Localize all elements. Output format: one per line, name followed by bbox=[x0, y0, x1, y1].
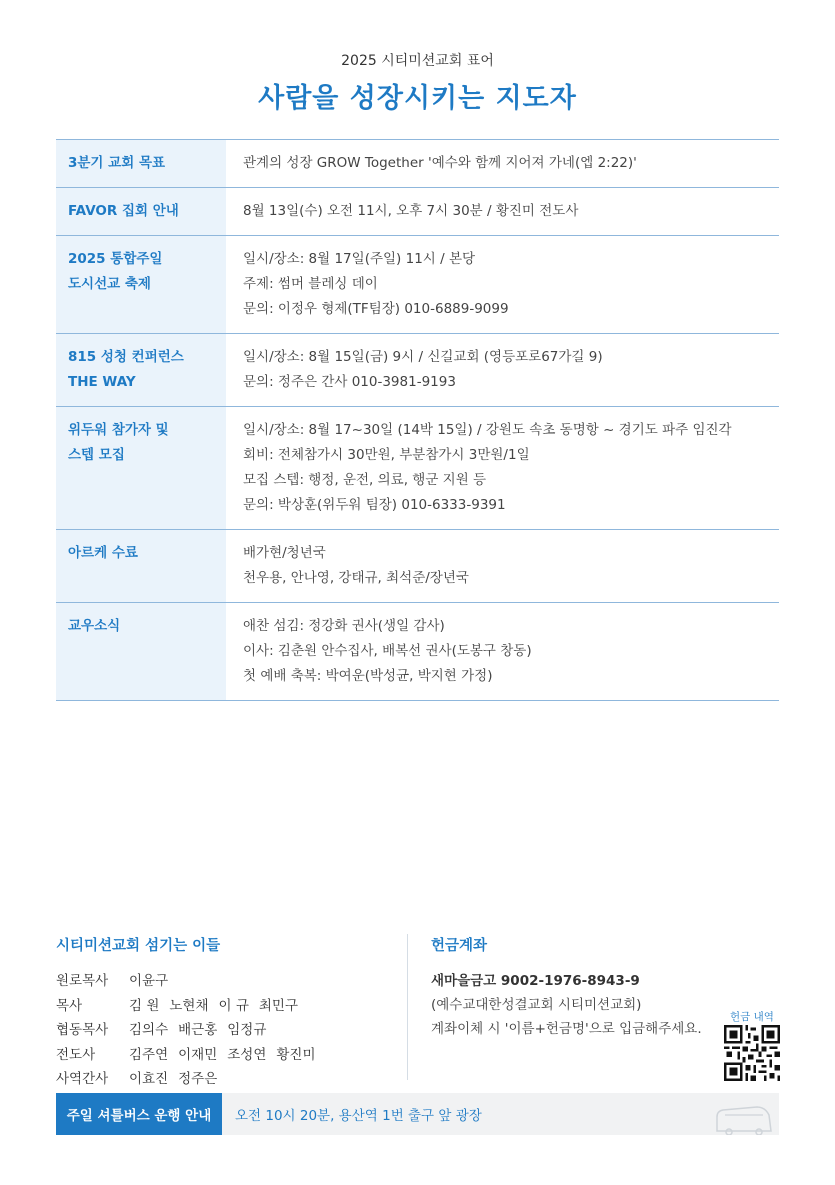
shuttle-bus-info: 오전 10시 20분, 용산역 1번 출구 앞 광장 bbox=[235, 1108, 482, 1124]
notice-body bbox=[226, 140, 779, 187]
staff-section bbox=[56, 934, 406, 1092]
offering-holder: (예수교대한성결교회 시티미션교회) bbox=[431, 997, 642, 1013]
notice-label-line: 3분기 교회 목표 bbox=[68, 155, 166, 171]
staff-row bbox=[56, 1043, 406, 1068]
staff-name: 김의수 bbox=[129, 1022, 169, 1038]
notice-line: 문의: 박상훈(위두워 팀장) 010-6333-9391 bbox=[243, 497, 506, 513]
notice-line: 애찬 섬김: 정강화 권사(생일 감사) bbox=[243, 618, 445, 634]
notice-label bbox=[56, 188, 226, 235]
staff-row bbox=[56, 969, 406, 994]
staff-list bbox=[56, 969, 406, 1092]
staff-role: 사역간사 bbox=[56, 1071, 109, 1087]
notice-line: 천우용, 안나영, 강태규, 최석준/장년국 bbox=[243, 570, 469, 586]
staff-row bbox=[56, 1018, 406, 1043]
notice-label-line: THE WAY bbox=[68, 374, 136, 390]
notice-line: 주제: 썸머 블레싱 데이 bbox=[243, 276, 378, 292]
notice-body bbox=[226, 407, 779, 529]
notice-row bbox=[56, 140, 779, 188]
offering-heading: 헌금계좌 bbox=[431, 938, 488, 954]
staff-role: 목사 bbox=[56, 997, 83, 1014]
staff-names bbox=[129, 994, 308, 1019]
notice-label bbox=[56, 140, 226, 187]
staff-name: 노현채 bbox=[169, 997, 209, 1014]
notice-row bbox=[56, 530, 779, 603]
staff-name: 이효진 bbox=[129, 1071, 169, 1087]
staff-names bbox=[129, 1067, 227, 1092]
qr-label: 헌금 내역 bbox=[730, 1011, 774, 1023]
notice-label-line: FAVOR 집회 안내 bbox=[68, 203, 179, 219]
notice-body bbox=[226, 530, 779, 602]
page-title: 사람을 성장시키는 지도자 bbox=[258, 83, 577, 114]
offering-note: 계좌이체 시 '이름+헌금명'으로 입금해주세요. bbox=[431, 1021, 702, 1037]
staff-role: 원로목사 bbox=[56, 973, 109, 989]
staff-names bbox=[129, 1043, 326, 1068]
notice-line: 배가현/청년국 bbox=[243, 545, 326, 561]
notice-label-line: 교우소식 bbox=[68, 618, 121, 634]
notice-line: 8월 13일(수) 오전 11시, 오후 7시 30분 / 황진미 전도사 bbox=[243, 203, 579, 219]
shuttle-bus-bar bbox=[56, 1093, 779, 1135]
notice-body bbox=[226, 188, 779, 235]
notice-body bbox=[226, 236, 779, 333]
notice-label-line: 스텝 모집 bbox=[68, 447, 125, 463]
notice-line: 이사: 김춘원 안수집사, 배복선 권사(도봉구 창동) bbox=[243, 643, 532, 659]
qr-code-icon[interactable] bbox=[724, 1025, 780, 1081]
notice-line: 일시/장소: 8월 15일(금) 9시 / 신길교회 (영등포로67가길 9) bbox=[243, 349, 603, 365]
notice-row bbox=[56, 236, 779, 334]
notice-label-line: 위두워 참가자 및 bbox=[68, 422, 169, 438]
notice-label bbox=[56, 236, 226, 333]
notice-label-line: 도시선교 축제 bbox=[68, 276, 151, 292]
notice-line: 회비: 전체참가시 30만원, 부분참가시 3만원/1일 bbox=[243, 447, 530, 463]
staff-name: 배근홍 bbox=[178, 1022, 218, 1038]
notice-row bbox=[56, 407, 779, 530]
notice-row bbox=[56, 334, 779, 407]
notice-line: 첫 예배 축복: 박여운(박성균, 박지현 가정) bbox=[243, 668, 493, 684]
staff-name: 이재민 bbox=[178, 1046, 218, 1063]
staff-name: 조성연 bbox=[227, 1046, 267, 1063]
notice-body bbox=[226, 603, 779, 700]
section-divider bbox=[407, 934, 408, 1080]
page-subtitle: 2025 시티미션교회 표어 bbox=[341, 53, 494, 69]
staff-name: 임정규 bbox=[227, 1022, 267, 1038]
staff-role: 협동목사 bbox=[56, 1022, 109, 1038]
notice-row bbox=[56, 603, 779, 701]
notice-line: 일시/장소: 8월 17일(주일) 11시 / 본당 bbox=[243, 251, 476, 267]
notice-body bbox=[226, 334, 779, 406]
staff-name: 정주은 bbox=[178, 1071, 218, 1087]
notice-label bbox=[56, 407, 226, 529]
staff-name: 이윤구 bbox=[129, 973, 169, 989]
staff-name: 김 원 bbox=[129, 997, 160, 1014]
staff-row bbox=[56, 994, 406, 1019]
staff-row bbox=[56, 1067, 406, 1092]
shuttle-bus-label: 주일 셔틀버스 운행 안내 bbox=[56, 1093, 222, 1135]
notice-line: 문의: 정주은 간사 010-3981-9193 bbox=[243, 374, 456, 390]
staff-name: 최민구 bbox=[258, 997, 298, 1014]
staff-names bbox=[129, 1018, 276, 1043]
bus-icon bbox=[713, 1103, 773, 1135]
notice-label-line: 아르케 수료 bbox=[68, 545, 138, 561]
notice-line: 관계의 성장 GROW Together '예수와 함께 지어져 가네(엡 2:22)' bbox=[243, 155, 637, 171]
staff-name: 이 규 bbox=[218, 997, 249, 1014]
notice-label bbox=[56, 603, 226, 700]
notice-line: 일시/장소: 8월 17~30일 (14박 15일) / 강원도 속초 동명항 ~ 경기도 파주 임진각 bbox=[243, 422, 732, 438]
staff-names bbox=[129, 969, 178, 994]
notice-label bbox=[56, 530, 226, 602]
notice-line: 문의: 이정우 형제(TF팀장) 010-6889-9099 bbox=[243, 301, 509, 317]
offering-account: 새마을금고 9002-1976-8943-9 bbox=[431, 973, 640, 989]
notice-label-line: 2025 통합주일 bbox=[68, 251, 163, 267]
notice-table bbox=[56, 139, 779, 701]
staff-heading: 시티미션교회 섬기는 이들 bbox=[56, 938, 221, 954]
notice-label-line: 815 성청 컨퍼런스 bbox=[68, 349, 184, 365]
staff-role: 전도사 bbox=[56, 1046, 96, 1063]
notice-line: 모집 스텝: 행정, 운전, 의료, 행군 지원 등 bbox=[243, 472, 487, 488]
staff-name: 김주연 bbox=[129, 1046, 169, 1063]
notice-label bbox=[56, 334, 226, 406]
notice-row bbox=[56, 188, 779, 236]
staff-name: 황진미 bbox=[276, 1046, 316, 1063]
